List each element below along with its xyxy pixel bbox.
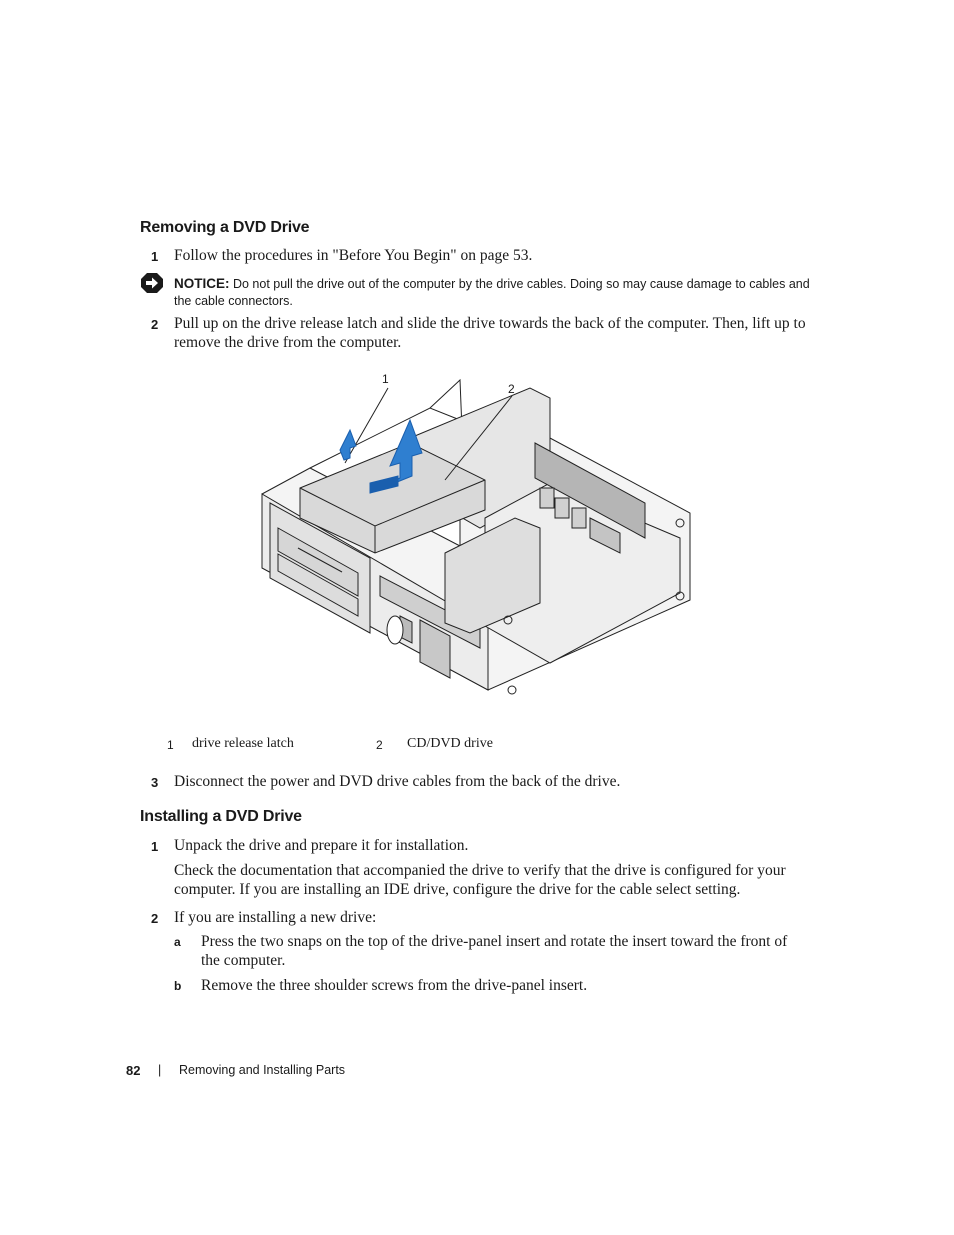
- notice-icon: [140, 272, 164, 294]
- paragraph-line-2: computer. If you are installing an IDE drive, configure the drive for the cable select setting.: [174, 881, 741, 898]
- substep-letter: a: [174, 935, 181, 949]
- substep-text-line-2: the computer.: [201, 952, 286, 969]
- notice-line-2: the cable connectors.: [174, 294, 293, 308]
- caption-number: 1: [167, 738, 174, 752]
- computer-illustration: [250, 368, 700, 713]
- notice-line-1: Do not pull the drive out of the computer by the drive cables. Doing so may cause damage to cables and: [229, 277, 810, 291]
- caption-number: 2: [376, 738, 383, 752]
- step-number: 3: [151, 775, 159, 790]
- callout-2: 2: [508, 382, 515, 396]
- substep-text-line-1: Press the two snaps on the top of the drive-panel insert and rotate the insert toward the front of: [201, 933, 788, 950]
- caption-text: CD/DVD drive: [407, 736, 493, 751]
- step-text: Unpack the drive and prepare it for installation.: [174, 837, 469, 854]
- paragraph: [174, 861, 824, 899]
- caption-text: drive release latch: [192, 736, 294, 751]
- callout-1: 1: [382, 372, 389, 386]
- step-number: 2: [151, 317, 159, 332]
- step-number: 1: [151, 839, 159, 854]
- step-number: 1: [151, 249, 159, 264]
- step-text: [174, 314, 824, 352]
- step-text: Follow the procedures in "Before You Begin" on page 53.: [174, 247, 533, 264]
- section-heading-installing: Installing a DVD Drive: [140, 808, 302, 825]
- step-text-line-2: remove the drive from the computer.: [174, 334, 402, 351]
- step-text: If you are installing a new drive:: [174, 909, 377, 926]
- page-number: 82: [126, 1063, 141, 1078]
- footer-section-title: Removing and Installing Parts: [179, 1063, 346, 1077]
- paragraph-line-1: Check the documentation that accompanied the drive to verify that the drive is configured for your: [174, 862, 786, 879]
- substep-letter: b: [174, 979, 182, 993]
- substep-text: Remove the three shoulder screws from the drive-panel insert.: [201, 977, 588, 994]
- step-number: 2: [151, 911, 159, 926]
- footer-separator: |: [158, 1063, 162, 1077]
- step-text-line-1: Pull up on the drive release latch and slide the drive towards the back of the computer. Then, lift up to: [174, 315, 806, 332]
- notice-label: NOTICE:: [174, 276, 230, 291]
- notice-text: [174, 275, 824, 310]
- substep-text: [201, 932, 821, 970]
- step-text: Disconnect the power and DVD drive cables from the back of the drive.: [174, 773, 621, 790]
- section-heading-removing: Removing a DVD Drive: [140, 219, 310, 236]
